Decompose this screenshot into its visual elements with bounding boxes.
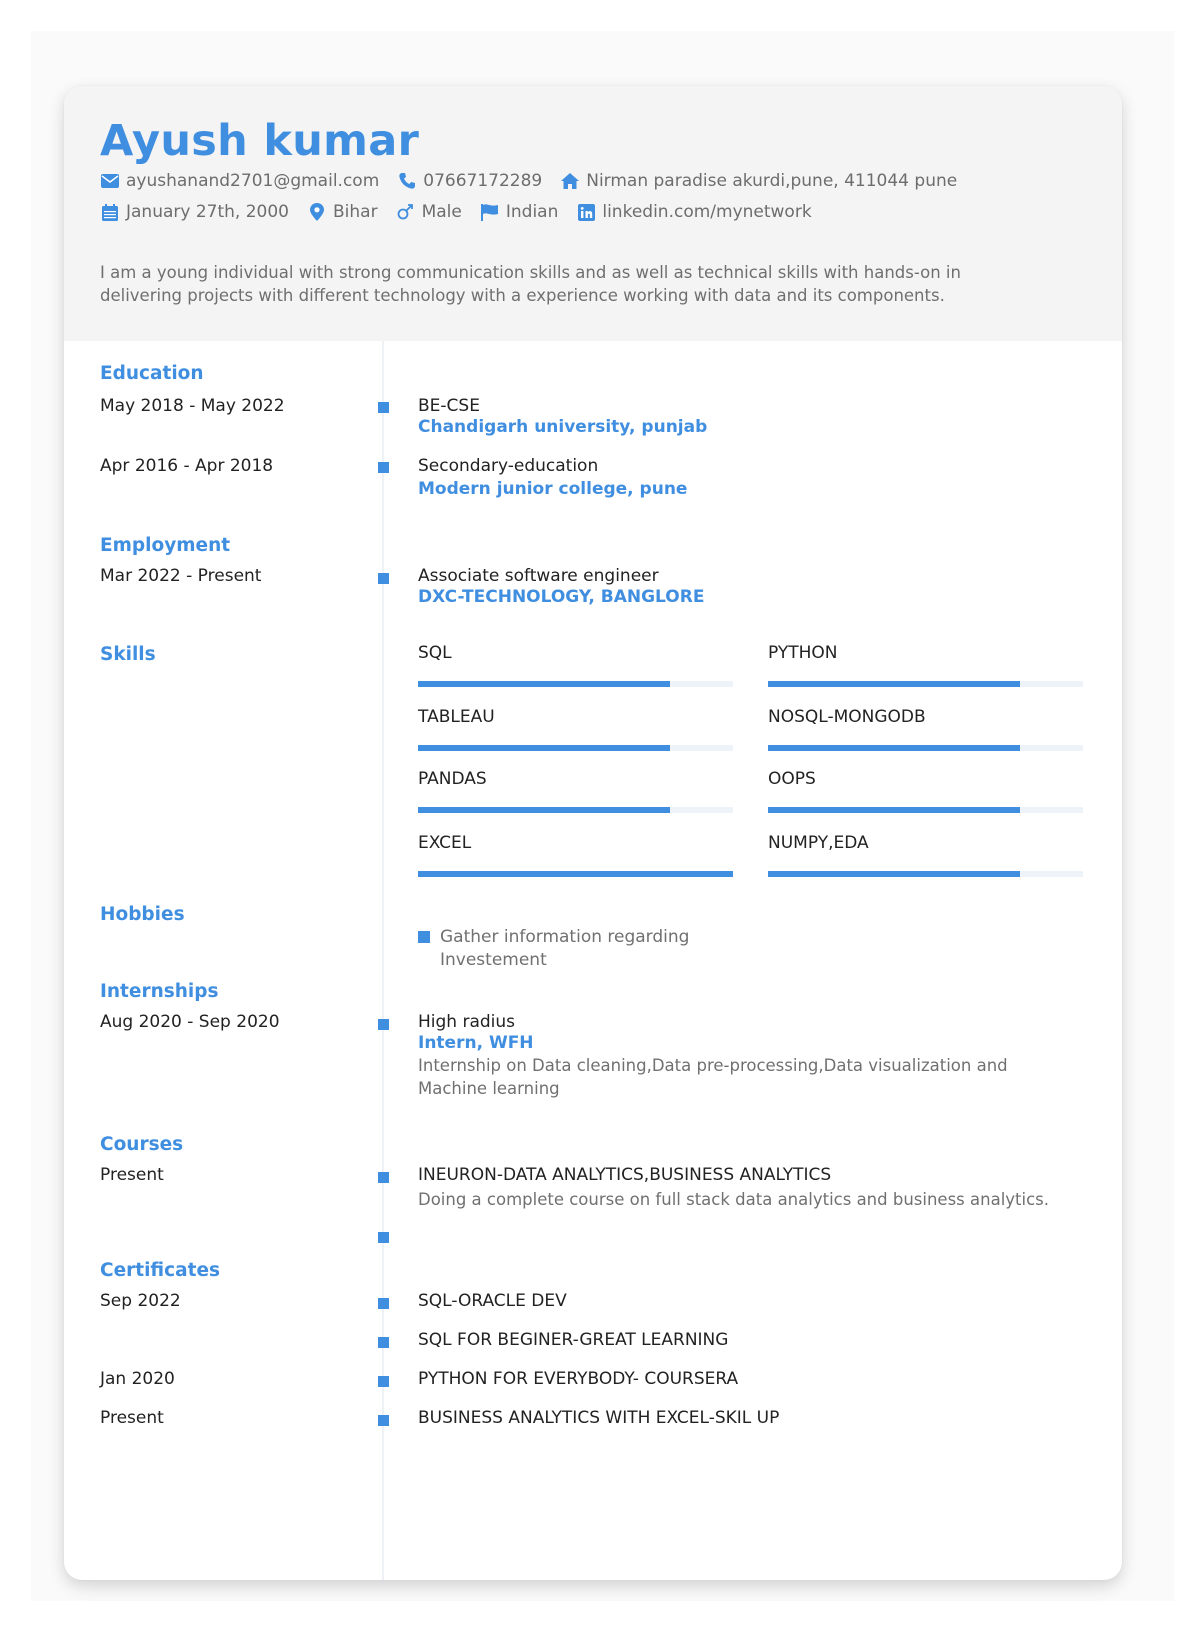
skill-item — [768, 769, 1083, 793]
timeline-marker — [378, 1172, 389, 1183]
timeline-marker — [378, 402, 389, 413]
certificate-date: Jan 2020 — [100, 1369, 175, 1389]
timeline-marker — [378, 462, 389, 473]
education-date: Apr 2016 - Apr 2018 — [100, 456, 274, 476]
contact-address — [560, 171, 957, 191]
contact-row-primary — [100, 169, 975, 193]
skill-item — [418, 643, 733, 667]
phone-icon — [397, 171, 417, 191]
certificate-date: Present — [100, 1408, 164, 1428]
timeline-marker — [378, 573, 389, 584]
internship-date: Aug 2020 - Sep 2020 — [100, 1012, 280, 1032]
candidate-name: Ayush kumar — [100, 116, 420, 166]
skill-name: NUMPY,EDA — [768, 833, 869, 853]
timeline-marker — [378, 1232, 389, 1243]
timeline-marker — [378, 1337, 389, 1348]
skill-level-fill — [418, 871, 733, 877]
section-heading-skills: Skills — [100, 644, 156, 665]
section-heading-education: Education — [100, 363, 204, 384]
skill-level-fill — [768, 681, 1020, 687]
internship-position: Intern, WFH — [418, 1033, 534, 1053]
course-date: Present — [100, 1165, 164, 1185]
skill-item — [418, 769, 733, 793]
map-marker-icon — [307, 202, 327, 222]
contact-gender — [396, 202, 462, 222]
skill-level-track — [418, 681, 733, 687]
skill-level-track — [768, 807, 1083, 813]
certificate-title: SQL-ORACLE DEV — [418, 1291, 567, 1311]
skill-level-fill — [418, 745, 670, 751]
hobby-item — [418, 926, 708, 972]
skill-item — [418, 707, 733, 731]
address-text: Nirman paradise akurdi,pune, 411044 pune — [586, 171, 958, 191]
timeline-marker — [378, 1376, 389, 1387]
employment-role: Associate software engineer — [418, 566, 659, 586]
education-degree: Secondary-education — [418, 456, 599, 476]
resume-header — [64, 86, 1122, 341]
skill-name: TABLEAU — [418, 707, 495, 727]
employment-date: Mar 2022 - Present — [100, 566, 262, 586]
skill-level-track — [418, 807, 733, 813]
skill-name: PYTHON — [768, 643, 838, 663]
phone-text: 07667172289 — [423, 171, 543, 191]
skill-item — [418, 833, 733, 857]
employment-company: DXC-TECHNOLOGY, BANGLORE — [418, 587, 705, 607]
certificate-date: Sep 2022 — [100, 1291, 181, 1311]
nationality-text: Indian — [505, 202, 559, 222]
timeline-marker — [378, 1019, 389, 1030]
skill-level-track — [418, 871, 733, 877]
skill-name: EXCEL — [418, 833, 472, 853]
section-heading-certificates: Certificates — [100, 1260, 220, 1281]
section-heading-employment: Employment — [100, 535, 231, 556]
calendar-icon — [100, 202, 120, 222]
skill-level-fill — [768, 807, 1020, 813]
internship-company: High radius — [418, 1012, 516, 1032]
resume-page — [64, 86, 1122, 1580]
certificate-title: SQL FOR BEGINER-GREAT LEARNING — [418, 1330, 729, 1350]
course-description: Doing a complete course on full stack data analytics and business analytics. — [418, 1190, 1050, 1209]
hobby-bullet — [418, 931, 430, 943]
education-institution: Modern junior college, pune — [418, 479, 688, 499]
skill-item — [768, 707, 1083, 731]
envelope-icon — [100, 171, 120, 191]
skill-name: SQL — [418, 643, 452, 663]
hobby-text: Gather information regarding Investement — [440, 927, 690, 970]
skill-level-fill — [418, 681, 670, 687]
section-heading-hobbies: Hobbies — [100, 904, 185, 925]
section-heading-courses: Courses — [100, 1134, 184, 1155]
birthdate-text: January 27th, 2000 — [126, 202, 289, 222]
skill-level-fill — [768, 871, 1020, 877]
state-text: Bihar — [333, 202, 378, 222]
gender-icon — [396, 202, 416, 222]
skill-level-track — [768, 681, 1083, 687]
skill-item — [768, 833, 1083, 857]
contact-birthdate — [100, 202, 289, 222]
skill-name: PANDAS — [418, 769, 487, 789]
profile-summary: I am a young individual with strong communication skills and as well as technical skills with hands-on in delivering projects with different technology with a experience working with data and its components. — [100, 263, 961, 305]
skill-level-track — [418, 745, 733, 751]
skill-item — [768, 643, 1083, 667]
timeline-line — [382, 341, 384, 1580]
skill-name: OOPS — [768, 769, 816, 789]
education-date: May 2018 - May 2022 — [100, 396, 285, 416]
timeline-marker — [378, 1298, 389, 1309]
skill-level-track — [768, 745, 1083, 751]
section-heading-internships: Internships — [100, 981, 219, 1002]
certificate-title: PYTHON FOR EVERYBODY- COURSERA — [418, 1369, 739, 1389]
home-icon — [560, 171, 580, 191]
course-title: INEURON-DATA ANALYTICS,BUSINESS ANALYTICS — [418, 1165, 832, 1185]
linkedin-text: linkedin.com/mynetwork — [602, 202, 812, 222]
contact-phone[interactable] — [397, 171, 542, 191]
certificate-title: BUSINESS ANALYTICS WITH EXCEL-SKIL UP — [418, 1408, 780, 1428]
contact-row-secondary — [100, 200, 830, 224]
skill-name: NOSQL-MONGODB — [768, 707, 926, 727]
timeline-marker — [378, 1415, 389, 1426]
education-institution: Chandigarh university, punjab — [418, 417, 708, 437]
contact-nationality — [480, 202, 559, 222]
email-text: ayushanand2701@gmail.com — [126, 171, 380, 191]
skill-level-fill — [768, 745, 1020, 751]
education-degree: BE-CSE — [418, 396, 480, 416]
linkedin-icon — [576, 202, 596, 222]
contact-linkedin[interactable] — [576, 202, 811, 222]
flag-icon — [480, 202, 500, 222]
skill-level-fill — [418, 807, 670, 813]
contact-email[interactable] — [100, 171, 379, 191]
internship-description: Internship on Data cleaning,Data pre-processing,Data visualization and Machine learning — [418, 1056, 1008, 1098]
contact-state — [307, 202, 378, 222]
gender-text: Male — [421, 202, 462, 222]
skill-level-track — [768, 871, 1083, 877]
